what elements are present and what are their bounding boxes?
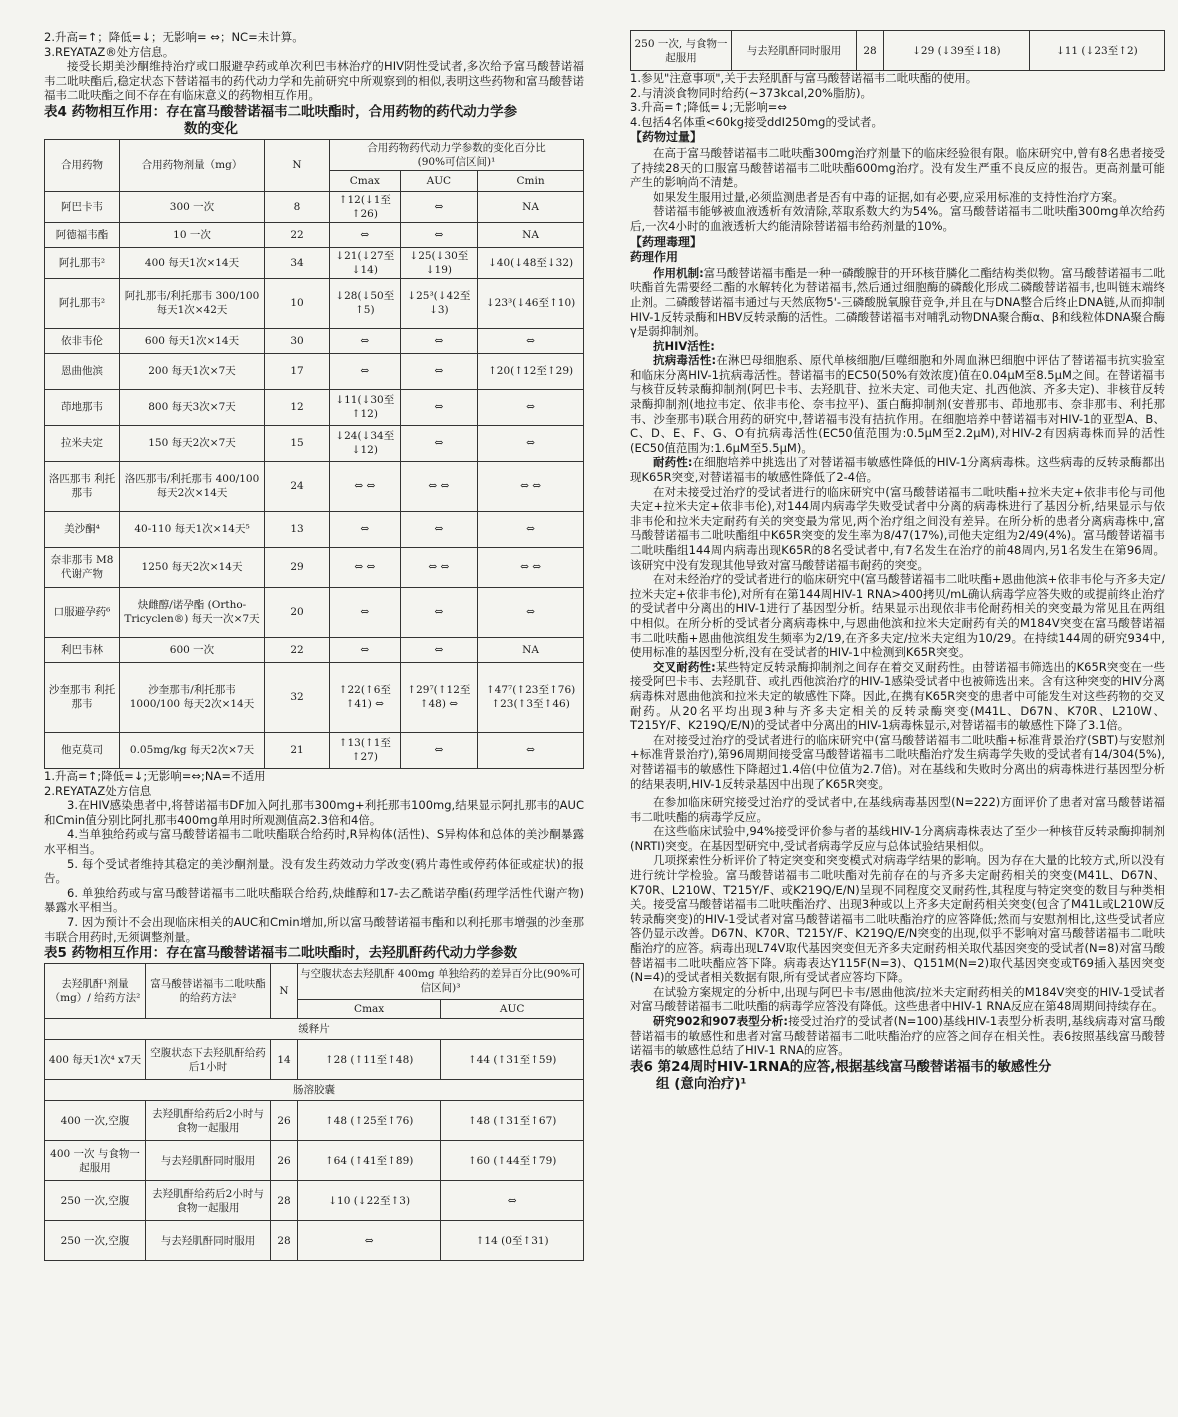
text-span: 组 (意向治疗)¹ bbox=[656, 1075, 747, 1092]
table-cell: ↓21(↓27至↓14) bbox=[330, 247, 401, 278]
table-cell: 炔雌醇/诺孕酯 (Ortho-Tricyclen®) 每天一次×7天 bbox=[120, 587, 265, 637]
table-cell: 阿德福韦酯 bbox=[45, 222, 120, 247]
table-cell: ⇔ bbox=[478, 587, 584, 637]
table-cell: 200 每天1次×7天 bbox=[120, 353, 265, 389]
table-row bbox=[631, 31, 1165, 71]
text-span: 抗病毒活性: bbox=[653, 353, 717, 368]
table-cell: ⇔ bbox=[298, 1221, 441, 1261]
table-row bbox=[45, 328, 584, 353]
table-cell: ⇔ bbox=[400, 389, 478, 425]
table-cell: 28 bbox=[271, 1181, 298, 1221]
table-cell: 15 bbox=[265, 425, 330, 461]
table-cell: 空腹状态下去羟肌酐给药后1小时 bbox=[146, 1040, 271, 1080]
note-line: 3.REYATAZ®处方信息。 bbox=[44, 44, 175, 59]
table-cell: ↓10 (↓22至↑3) bbox=[298, 1181, 441, 1221]
table-cell: 口服避孕药⁶ bbox=[45, 587, 120, 637]
paragraph: 在试验方案规定的分析中,出现与阿巴卡韦/恩曲他滨/拉米夫定耐药相关的M184V突变的HIV-1受试者对富马酸替诺福韦二吡呋酯的病毒学应答没有降低。这些患者中HIV-1 RNA反应在第48周期间持续存在。 bbox=[630, 984, 1165, 1014]
table-cell: ⇔ bbox=[400, 425, 478, 461]
table-cell: ↑20(↑12至↑29) bbox=[478, 353, 584, 389]
table-cell: NA bbox=[478, 637, 584, 662]
paragraph: 在对未经治疗的受试者进行的临床研究中(富马酸替诺福韦二吡呋酯+恩曲他滨+依非韦伦与齐多夫定/拉米夫定+依非韦伦),对所有在第144周HIV-1 RNA>400拷贝/mL确认病毒学应答失败的或提前终止治疗的受试者中分离出的HIV-1进行了基因型分析。结果显示出现依非韦伦耐药相关的突变最为常见且在两组中相似。在所分析的受试者分离病毒株中,与恩曲他滨和拉米夫定耐药有关的M184V突变在富马酸替诺福韦二吡呋酯+恩曲他滨组发生频率为2/19,在齐多夫定/拉米夫定组为10/29。在持续144周的研究934中,使用标准的基因型分析,没有在受试者的HIV-1中检测到K65R突变。 bbox=[630, 572, 1165, 660]
table-cell: ⇔ ⇔ bbox=[400, 547, 478, 587]
table5 bbox=[44, 963, 584, 1261]
text-span: 耐药性: bbox=[653, 455, 693, 470]
table-header: Cmax bbox=[298, 999, 441, 1018]
table5-continued bbox=[630, 30, 1165, 71]
table-cell: 1250 每天2次×14天 bbox=[120, 547, 265, 587]
table-cell: 32 bbox=[265, 662, 330, 732]
table-cell: ↓25³(↓42至↓3) bbox=[400, 278, 478, 328]
table-header: 富马酸替诺福韦二吡呋酯的给药方法² bbox=[146, 964, 271, 1019]
section-title: 【药理毒理】 bbox=[630, 234, 703, 249]
table-cell: 26 bbox=[271, 1141, 298, 1181]
table-cell: ↑13(↑1至↑27) bbox=[330, 732, 401, 768]
table-row bbox=[45, 587, 584, 637]
paragraph: 在高于富马酸替诺福韦二吡呋酯300mg治疗剂量下的临床经验很有限。临床研究中,曾有8名患者接受了持续28天的口服富马酸替诺福韦二吡呋酯600mg治疗。没有发生严重不良反应的报告。更高剂量可能产生的影响尚不清楚。 bbox=[630, 145, 1165, 190]
table-cell: ↑60 (↑44至↑79) bbox=[441, 1141, 584, 1181]
right-column bbox=[630, 30, 1165, 1094]
paragraph: 在对接受过治疗的受试者进行的临床研究中(富马酸替诺福韦二吡呋酯+标准背景治疗(SBT)与安慰剂+标准背景治疗),第96周期间接受富马酸替诺福韦二吡呋酯治疗发生病毒学失败的受试者有14/304(5%),对替诺福韦的敏感性下降超过1.4倍(中位值为2.7倍)。对在基线和失败时分离出的病毒株进行基因型分析的结果表明,HIV-1反转录基因中出现了K65R突变。 bbox=[630, 732, 1165, 791]
footnote: 3.在HIV感染患者中,将替诺福韦DF加入阿扎那韦300mg+利托那韦100mg,结果显示阿扎那韦的AUC和Cmin值分别比阿扎那韦400mg单用时所观测值高2.3倍和4倍。 bbox=[44, 798, 584, 827]
table-cell: ⇔ bbox=[400, 328, 478, 353]
table-cell: ↓23³(↓46至↑10) bbox=[478, 278, 584, 328]
table-cell: ↓11(↓30至↑12) bbox=[330, 389, 401, 425]
table-row bbox=[45, 1141, 584, 1181]
table-cell: 24 bbox=[265, 461, 330, 511]
table-header: N bbox=[265, 139, 330, 191]
table-header: 合用药物剂量（mg） bbox=[120, 139, 265, 191]
table-row bbox=[45, 191, 584, 222]
paragraph bbox=[630, 660, 1165, 733]
table-cell: ⇔ bbox=[400, 191, 478, 222]
table-header: AUC bbox=[441, 999, 584, 1018]
table-cell: 600 一次 bbox=[120, 637, 265, 662]
table-row bbox=[45, 662, 584, 732]
table-cell: ⇔ bbox=[330, 637, 401, 662]
table-cell: 8 bbox=[265, 191, 330, 222]
table-cell: ↑48 (↑25至↑76) bbox=[298, 1101, 441, 1141]
table-cell: ⇔ ⇔ bbox=[400, 461, 478, 511]
footnote: 5. 每个受试者维持其稳定的美沙酮剂量。没有发生药效动力学改变(鸦片毒性或停药体征或症状)的报告。 bbox=[44, 856, 584, 886]
subsection-title: 抗HIV活性: bbox=[653, 338, 715, 353]
table-cell: ⇔ bbox=[330, 353, 401, 389]
text-span: 富马酸替诺福韦酯是一种一磷酸腺苷的开环核苷膦化二酯结构类似物。富马酸替诺福韦二吡呋酯首先需要经二酯的水解转化为替诺福韦,然后通过细胞酶的磷酸化形成二磷酸替诺福韦,也叫链末端终止剂。二磷酸替诺福韦通过与天然底物5'-三磷酸脱氧腺苷竞争,并且在与DNA整合后终止DNA链,从而抑制HIV-1反转录酶和HBV反转录酶的活性。二磷酸替诺福韦对哺乳动物DNA聚合酶α、β和线粒体DNA聚合酶γ是弱抑制剂。 bbox=[630, 265, 1165, 339]
table-cell: 28 bbox=[271, 1221, 298, 1261]
table-header: N bbox=[271, 964, 298, 1019]
table-cell: 14 bbox=[271, 1040, 298, 1080]
table-cell: 奈非那韦 M8代谢产物 bbox=[45, 547, 120, 587]
table-cell: ↑29⁷(↑12至↑48) ⇔ bbox=[400, 662, 478, 732]
table-cell: ⇔ bbox=[400, 637, 478, 662]
table-cell: ⇔ bbox=[478, 328, 584, 353]
table5-title: 表5 药物相互作用：存在富马酸替诺福韦二吡呋酯时，去羟肌酐药代动力学参数 bbox=[44, 945, 518, 962]
table-cell: ⇔ ⇔ bbox=[330, 461, 401, 511]
table-cell: 250 一次,空腹 bbox=[45, 1221, 146, 1261]
table4 bbox=[44, 139, 584, 769]
paragraph: 几项探索性分析评价了特定突变和突变模式对病毒学结果的影响。因为存在大量的比较方式,所以没有进行统计学检验。富马酸替诺福韦二吡呋酯对先前存在的与齐多夫定耐药相关的突变(M41L、D67N、K70R、L210W、T215Y/F、或K219Q/E/N)呈现不同程度交叉耐药性,其程度与特定突变的数目与种类相关。接受富马酸替诺福韦二吡呋酯治疗、出现3种或以上齐多夫定耐药相关突变(包含了M41L或L210W反转录酶突变)的HIV-1受试者对富马酸替诺福韦二吡呋酯治疗的应答降低;然而与安慰剂相比,这些受试者应答仍显示改善。D67N、K70R、T215Y/F、K219Q/E/N突变的出现,似乎不影响对富马酸替诺福韦二吡呋酯治疗的应答。病毒出现L74V取代基因突变但无齐多夫定耐药相关取代基因突变的受试者(N=8)对富马酸替诺福韦二吡呋酯应答下降。病毒表达Y115F(N=3)、Q151M(N=2)取代基因突变或T69插入基因突变(N=4)的受试者相关数据有限,所有受试者应答均下降。 bbox=[630, 853, 1165, 985]
text-span: 合用药物药代动力学参数的变化百分比 bbox=[367, 141, 546, 154]
table-cell: 13 bbox=[265, 511, 330, 547]
table-cell: 30 bbox=[265, 328, 330, 353]
table-cell: ⇔ ⇔ bbox=[330, 547, 401, 587]
text-span: 数的变化 bbox=[184, 120, 238, 137]
table-cell: 沙奎那韦 利托那韦 bbox=[45, 662, 120, 732]
table-cell: ⇔ bbox=[400, 222, 478, 247]
table-cell: 400 一次 与食物一起服用 bbox=[45, 1141, 146, 1181]
table-cell: 250 一次,空腹 bbox=[45, 1181, 146, 1221]
table-cell: ↑48 (↑31至↑67) bbox=[441, 1101, 584, 1141]
table-row bbox=[45, 732, 584, 768]
paragraph: 在参加临床研究接受过治疗的受试者中,在基线病毒基因型(N=222)方面评价了患者对富马酸替诺福韦二吡呋酯的病毒学反应。 bbox=[630, 795, 1165, 824]
table-row bbox=[45, 425, 584, 461]
table-cell: ⇔ bbox=[330, 587, 401, 637]
table-cell: 10 一次 bbox=[120, 222, 265, 247]
table-cell: 28 bbox=[857, 31, 884, 71]
table-cell: 利巴韦林 bbox=[45, 637, 120, 662]
table-cell: 茚地那韦 bbox=[45, 389, 120, 425]
table-cell: 洛匹那韦 利托那韦 bbox=[45, 461, 120, 511]
footnote: 1.参见"注意事项",关于去羟肌酐与富马酸替诺福韦二吡呋酯的使用。 bbox=[630, 71, 978, 85]
table-row bbox=[45, 1181, 584, 1221]
table-cell: ↑47⁷(↑23至↑76) ↑23(↑3至↑46) bbox=[478, 662, 584, 732]
table6-title bbox=[630, 1059, 1165, 1093]
table-header: Cmin bbox=[478, 170, 584, 191]
paragraph bbox=[630, 1014, 1165, 1058]
text-span: 表4 药物相互作用：存在富马酸替诺福韦二吡呋酯时，合用药物的药代动力学参 bbox=[44, 103, 518, 120]
table-cell: 洛匹那韦/利托那韦 400/100 每天2次×14天 bbox=[120, 461, 265, 511]
table-cell: 34 bbox=[265, 247, 330, 278]
table-cell: 与去羟肌酐同时服用 bbox=[732, 31, 857, 71]
table-cell: ⇔ bbox=[330, 222, 401, 247]
table-cell: ⇔ bbox=[400, 353, 478, 389]
table-cell: 他克莫司 bbox=[45, 732, 120, 768]
table-group-label: 肠溶胶囊 bbox=[45, 1080, 584, 1101]
left-column bbox=[44, 30, 584, 1261]
text-span: 研究902和907表型分析: bbox=[653, 1014, 789, 1028]
table-header: Cmax bbox=[330, 170, 401, 191]
table-cell: ⇔ bbox=[478, 425, 584, 461]
table-cell: ↑22(↑6至↑41) ⇔ bbox=[330, 662, 401, 732]
table-cell: ↓11 (↓23至↑2) bbox=[1029, 31, 1164, 71]
table-row bbox=[45, 353, 584, 389]
table-cell: 依非韦伦 bbox=[45, 328, 120, 353]
table-cell: ↓24(↓34至↓12) bbox=[330, 425, 401, 461]
paragraph: 接受长期美沙酮维持治疗或口服避孕药或单次利巴韦林治疗的HIV阴性受试者,多次给予富马酸替诺福韦二吡呋酯后,稳定状态下替诺福韦的药代动力学和先前研究中所观察到的相似,表明这些药物和富马酸替诺福韦二吡呋酯之间不存在有临床意义的药物相互作用。 bbox=[44, 59, 584, 103]
table-cell: 600 每天1次×14天 bbox=[120, 328, 265, 353]
table-cell: ⇔ bbox=[400, 732, 478, 768]
table-row bbox=[45, 1221, 584, 1261]
table-cell: ↓40(↓48至↓32) bbox=[478, 247, 584, 278]
table-cell: 26 bbox=[271, 1101, 298, 1141]
table-cell: 拉米夫定 bbox=[45, 425, 120, 461]
footnote: 2.与清淡食物同时给药(~373kcal,20%脂肪)。 bbox=[630, 85, 872, 100]
text-span: 作用机制: bbox=[653, 265, 704, 280]
table-cell: 300 一次 bbox=[120, 191, 265, 222]
table-cell: ⇔ bbox=[441, 1181, 584, 1221]
subsection-title: 药理作用 bbox=[630, 250, 679, 265]
table-header: 去羟肌酐¹剂量（mg）/ 给药方法² bbox=[45, 964, 146, 1019]
table-row bbox=[45, 1040, 584, 1080]
table-row bbox=[45, 637, 584, 662]
footnote: 7. 因为预计不会出现临床相关的AUC和Cmin增加,所以富马酸替诺福韦酯和以利托那韦增强的沙奎那韦联合用药时,无须调整剂量。 bbox=[44, 914, 584, 944]
text-span: 某些特定反转录酶抑制剂之间存在着交叉耐药性。由替诺福韦筛选出的K65R突变在一些接受阿巴卡韦、去羟肌苷、或扎西他滨治疗的HIV-1感染受试者中也被筛选出来。含有这种突变的HIV分离病毒株对恩曲他滨和拉米夫定的敏感性下降。因此,在携有K65R突变的患者中可能发生对这些药物的交叉耐药。从20名平均出现3种与齐多夫定相关的反转录酶突变(M41L、D67N、K70R、L210W、T215Y/F、K219Q/E/N)的受试者中分离出的HIV-1病毒株显示,对替诺福韦的敏感性下降了3.1倍。 bbox=[630, 659, 1165, 733]
table-cell: 17 bbox=[265, 353, 330, 389]
table-row bbox=[45, 389, 584, 425]
paragraph bbox=[630, 353, 1165, 455]
table-cell: ⇔ bbox=[330, 511, 401, 547]
table-cell: 阿扎那韦² bbox=[45, 278, 120, 328]
table-cell: 与去羟肌酐同时服用 bbox=[146, 1141, 271, 1181]
table-cell: ↑12(↓1至↑26) bbox=[330, 191, 401, 222]
table-cell: 去羟肌酐给药后2小时与食物一起服用 bbox=[146, 1101, 271, 1141]
table-cell: 20 bbox=[265, 587, 330, 637]
footnote: 4.包括4名体重<60kg接受ddI250mg的受试者。 bbox=[630, 114, 883, 129]
table4-title bbox=[44, 104, 584, 138]
table-cell: ⇔ bbox=[400, 587, 478, 637]
table-cell: ⇔ bbox=[478, 732, 584, 768]
table-row bbox=[45, 247, 584, 278]
note-line: 2.升高=↑；降低=↓；无影响= ⇔；NC=未计算。 bbox=[44, 30, 304, 44]
footnote: 1.升高=↑;降低=↓;无影响=⇔;NA=不适用 bbox=[44, 768, 266, 783]
table-cell: 400 一次,空腹 bbox=[45, 1101, 146, 1141]
table-row bbox=[45, 1101, 584, 1141]
table-cell: 阿扎那韦/利托那韦 300/100 每天1次×42天 bbox=[120, 278, 265, 328]
table-cell: ↓29 (↓39至↓18) bbox=[884, 31, 1030, 71]
footnote: 3.升高=↑;降低=↓;无影响=⇔ bbox=[630, 100, 788, 115]
table-cell: 10 bbox=[265, 278, 330, 328]
paragraph: 如果发生服用过量,必须监测患者是否有中毒的证据,如有必要,应采用标准的支持性治疗方案。 bbox=[653, 189, 1124, 204]
table-cell: 0.05mg/kg 每天2次×7天 bbox=[120, 732, 265, 768]
table-row bbox=[45, 461, 584, 511]
table-cell: ⇔ bbox=[400, 511, 478, 547]
table-cell: ⇔ ⇔ bbox=[478, 461, 584, 511]
text-span: 交叉耐药性: bbox=[653, 659, 716, 674]
text-span: 在淋巴母细胞系、原代单核细胞/巨噬细胞和外周血淋巴细胞中评估了替诺福韦抗实验室和临床分离HIV-1抗病毒活性。替诺福韦的EC50(50%有效浓度)值在0.04μM至8.5μM之间。在替诺福韦与核苷反转录酶抑制剂(阿巴卡韦、去羟肌苷、拉米夫定、司他夫定、扎西他滨、齐多夫定)、非核苷反转录酶抑制剂(地拉韦定、依非韦伦、奈韦拉平)、蛋白酶抑制剂(安普那韦、茚地那韦、奈非那韦、利托那韦、沙奎那韦)联合用药的研究中,替诺福韦没有拮抗作用。在细胞培养中替诺福韦对HIV-1的亚型A、B、C、D、E、F、G、O有抗病毒活性(EC50值范围为:0.5μM至2.2μM),对HIV-2有因病毒株而异的活性(EC50值范围为:1.6μM至5.5μM)。 bbox=[630, 353, 1165, 455]
table-cell: 22 bbox=[265, 222, 330, 247]
table-cell: 400 每天1次×14天 bbox=[120, 247, 265, 278]
table-header bbox=[330, 139, 584, 170]
footnote: 6. 单独给药或与富马酸替诺福韦二吡呋酯联合给药,炔雌醇和17-去乙酰诺孕酯(药理学活性代谢产物)暴露水平相当。 bbox=[44, 885, 584, 915]
table-cell: 400 每天1次⁴ x7天 bbox=[45, 1040, 146, 1080]
section-title: 【药物过量】 bbox=[630, 130, 703, 145]
table-cell: ↓28(↓50至↑5) bbox=[330, 278, 401, 328]
table-cell: ⇔ ⇔ bbox=[478, 547, 584, 587]
footnote: 2.REYATAZ处方信息 bbox=[44, 783, 152, 798]
table-cell: 12 bbox=[265, 389, 330, 425]
table-cell: 250 一次, 与食物一起服用 bbox=[631, 31, 732, 71]
table-cell: 150 每天2次×7天 bbox=[120, 425, 265, 461]
table-row bbox=[45, 547, 584, 587]
table-cell: 与去羟肌酐同时服用 bbox=[146, 1221, 271, 1261]
table-cell: ↑44 (↑31至↑59) bbox=[441, 1040, 584, 1080]
table-cell: ⇔ bbox=[330, 328, 401, 353]
table-cell: NA bbox=[478, 191, 584, 222]
table-cell: 沙奎那韦/利托那韦 1000/100 每天2次×14天 bbox=[120, 662, 265, 732]
table-cell: 阿扎那韦² bbox=[45, 247, 120, 278]
paragraph bbox=[630, 266, 1165, 339]
table-cell: 29 bbox=[265, 547, 330, 587]
table-row bbox=[45, 278, 584, 328]
table-header: AUC bbox=[400, 170, 478, 191]
table-cell: 阿巴卡韦 bbox=[45, 191, 120, 222]
paragraph: 在对未接受过治疗的受试者进行的临床研究中(富马酸替诺福韦二吡呋酯+拉米夫定+依非韦伦与司他夫定+拉米夫定+依非韦伦),对144周内病毒学失败受试者中分离的病毒株进行了基因分析,结果显示与依非韦伦和拉米夫定耐药有关的突变最为常见,两个治疗组之间没有差异。在所分析的患者分离病毒株中,富马酸替诺福韦二吡呋酯组中K65R突变的发生率为8/47(17%),司他夫定组为2/49(4%)。富马酸替诺福韦二吡呋酯组144周内病毒出现K65R的8名受试者中,有7名发生在治疗的前48周内,另1名发生在第96周。该研究中没有发现其他导致对富马酸替诺福韦耐药的突变。 bbox=[630, 484, 1165, 572]
table-row bbox=[45, 511, 584, 547]
paragraph bbox=[630, 455, 1165, 484]
table-header: 合用药物 bbox=[45, 139, 120, 191]
table-cell: ↓25(↓30至↓19) bbox=[400, 247, 478, 278]
table-cell: ↑14 (0至↑31) bbox=[441, 1221, 584, 1261]
paragraph: 在这些临床试验中,94%接受评价参与者的基线HIV-1分离病毒株表达了至少一种核苷反转录酶抑制剂(NRTI)突变。在基因型研究中,受试者病毒学反应与总体试验结果相似。 bbox=[630, 824, 1165, 853]
table-header: 与空腹状态去羟肌酐 400mg 单独给药的差异百分比(90%可信区间)³ bbox=[298, 964, 584, 1000]
table-cell: 22 bbox=[265, 637, 330, 662]
table-row bbox=[45, 222, 584, 247]
table-cell: ↑28 (↑11至↑48) bbox=[298, 1040, 441, 1080]
table-cell: 去羟肌酐给药后2小时与食物一起服用 bbox=[146, 1181, 271, 1221]
text-span: 在细胞培养中挑选出了对替诺福韦敏感性降低的HIV-1分离病毒株。这些病毒的反转录酶都出现K65R突变,对替诺福韦的敏感性降低了2-4倍。 bbox=[630, 455, 1165, 485]
table-cell: ⇔ bbox=[478, 389, 584, 425]
paragraph: 替诺福韦能够被血液透析有效清除,萃取系数大约为54%。富马酸替诺福韦二吡呋酯300mg单次给药后,一次4小时的血液透析大约能清除替诺福韦给药剂量的10%。 bbox=[630, 204, 1165, 233]
table-cell: 21 bbox=[265, 732, 330, 768]
table-cell: ↑64 (↑41至↑89) bbox=[298, 1141, 441, 1181]
text-span: 接受过治疗的受试者(N=100)基线HIV-1表型分析表明,基线病毒对富马酸替诺福韦的敏感性和患者对富马酸替诺福韦二吡呋酯治疗的应答之间存在相关性。表6按照基线富马酸替诺福韦的敏感性总结了HIV-1 RNA的应答。 bbox=[630, 1014, 1166, 1058]
table-cell: ⇔ bbox=[478, 511, 584, 547]
table-cell: NA bbox=[478, 222, 584, 247]
table-cell: 40-110 每天1次×14天⁵ bbox=[120, 511, 265, 547]
table-cell: 800 每天3次×7天 bbox=[120, 389, 265, 425]
table-cell: 美沙酮⁴ bbox=[45, 511, 120, 547]
table-group-label: 缓释片 bbox=[45, 1019, 584, 1040]
text-span: 表6 第24周时HIV-1RNA的应答,根据基线富马酸替诺福韦的敏感性分 bbox=[630, 1058, 1052, 1075]
table-cell: 恩曲他滨 bbox=[45, 353, 120, 389]
footnote: 4.当单独给药或与富马酸替诺福韦二吡呋酯联合给药时,R异构体(活性)、S异构体和总体的美沙酮暴露水平相当。 bbox=[44, 827, 584, 856]
text-span: (90%可信区间)¹ bbox=[417, 155, 496, 168]
